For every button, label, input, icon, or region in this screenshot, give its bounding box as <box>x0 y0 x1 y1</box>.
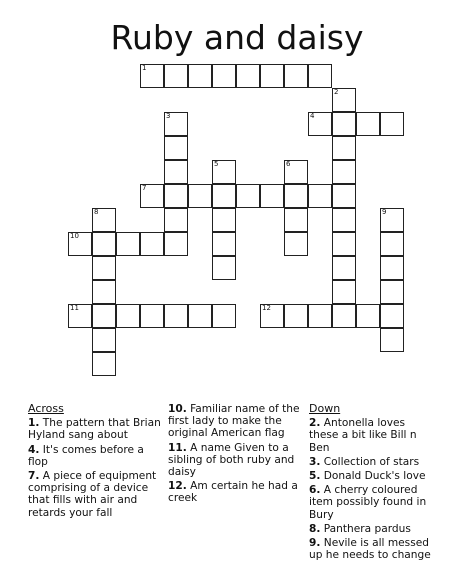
clue-item <box>309 470 437 482</box>
grid-cell[interactable] <box>284 232 308 256</box>
clue-item <box>309 523 437 535</box>
clue-text: Collection of stars <box>320 455 420 468</box>
clue-text: A piece of equipment comprising of a device that fills with air and retards your fall <box>28 470 157 519</box>
grid-cell[interactable] <box>188 304 212 328</box>
clue-text: Antonella loves these a bit like Bill n Ben <box>309 417 417 454</box>
grid-cell[interactable] <box>164 232 188 256</box>
grid-cell[interactable] <box>260 304 284 328</box>
cell-number: 2 <box>334 88 339 96</box>
grid-cell[interactable] <box>92 208 116 232</box>
cell-number: 12 <box>262 304 271 312</box>
clue-number: 2. <box>309 417 321 430</box>
clue-number: 11. <box>168 441 187 454</box>
grid-cell[interactable] <box>164 208 188 232</box>
grid-cell[interactable] <box>68 304 92 328</box>
grid-cell[interactable] <box>164 64 188 88</box>
grid-cell[interactable] <box>212 232 236 256</box>
grid-cell[interactable] <box>332 208 356 232</box>
clue-number: 9. <box>309 537 321 550</box>
grid-cell[interactable] <box>260 184 284 208</box>
grid-cell[interactable] <box>284 304 308 328</box>
grid-cell[interactable] <box>308 64 332 88</box>
grid-cell[interactable] <box>212 160 236 184</box>
grid-cell[interactable] <box>332 184 356 208</box>
cell-number: 4 <box>310 112 315 120</box>
grid-cell[interactable] <box>380 208 404 232</box>
clue-text: Familiar name of the first lady to make the original American flag <box>168 403 300 440</box>
clue-number: 3. <box>309 455 321 468</box>
grid-cell[interactable] <box>212 256 236 280</box>
grid-cell[interactable] <box>188 184 212 208</box>
down-column <box>309 403 437 563</box>
clue-item <box>309 417 437 454</box>
grid-cell[interactable] <box>380 112 404 136</box>
clue-number: 6. <box>309 484 321 497</box>
cell-number: 3 <box>166 112 171 120</box>
grid-cell[interactable] <box>140 184 164 208</box>
grid-cell[interactable] <box>140 232 164 256</box>
grid-cell[interactable] <box>68 232 92 256</box>
grid-cell[interactable] <box>332 88 356 112</box>
clue-text: A name Given to a sibling of both ruby and daisy <box>168 441 295 479</box>
grid-cell[interactable] <box>380 304 404 328</box>
grid-cell[interactable] <box>332 304 356 328</box>
grid-cell[interactable] <box>356 304 380 328</box>
grid-cell[interactable] <box>92 352 116 376</box>
grid-cell[interactable] <box>332 112 356 136</box>
grid-cell[interactable] <box>92 232 116 256</box>
clue-item <box>309 537 437 561</box>
across-column-2 <box>168 403 302 507</box>
clue-text: Nevile is all messed up he needs to change <box>309 537 431 562</box>
puzzle-title: Ruby and daisy <box>110 18 364 57</box>
grid-cell[interactable] <box>164 136 188 160</box>
clue-text: Panthera pardus <box>320 522 411 535</box>
grid-cell[interactable] <box>164 112 188 136</box>
cell-number: 11 <box>70 304 79 312</box>
clue-item <box>309 484 437 521</box>
grid-cell[interactable] <box>284 208 308 232</box>
grid-cell[interactable] <box>356 112 380 136</box>
clue-text: The pattern that Brian Hyland sang about <box>28 417 161 442</box>
clue-number: 7. <box>28 470 40 483</box>
grid-cell[interactable] <box>212 64 236 88</box>
grid-cell[interactable] <box>92 256 116 280</box>
cell-number: 9 <box>382 208 387 216</box>
grid-cell[interactable] <box>92 280 116 304</box>
clue-text: Donald Duck's love <box>320 470 426 483</box>
cell-number: 10 <box>70 232 79 240</box>
grid-cell[interactable] <box>380 232 404 256</box>
grid-cell[interactable] <box>260 64 284 88</box>
grid-cell[interactable] <box>284 184 308 208</box>
grid-cell[interactable] <box>212 304 236 328</box>
clue-text: Am certain he had a creek <box>168 480 298 505</box>
clue-text: It's comes before a flop <box>28 443 144 468</box>
grid-cell[interactable] <box>380 328 404 352</box>
grid-cell[interactable] <box>332 256 356 280</box>
clue-number: 1. <box>28 417 40 430</box>
grid-cell[interactable] <box>284 64 308 88</box>
grid-cell[interactable] <box>212 184 236 208</box>
grid-cell[interactable] <box>332 280 356 304</box>
clue-text: A cherry coloured item possibly found in Bury <box>309 484 427 521</box>
clue-item <box>28 417 164 441</box>
grid-cell[interactable] <box>332 232 356 256</box>
grid-cell[interactable] <box>236 64 260 88</box>
grid-cell[interactable] <box>308 304 332 328</box>
grid-cell[interactable] <box>92 328 116 352</box>
across-heading: Across <box>28 402 64 415</box>
clue-item <box>168 442 302 479</box>
cell-number: 6 <box>286 160 291 168</box>
clue-item <box>168 480 302 504</box>
grid-cell[interactable] <box>116 232 140 256</box>
clue-number: 10. <box>168 403 187 415</box>
grid-cell[interactable] <box>164 160 188 184</box>
clue-number: 5. <box>309 470 321 483</box>
across-column-1 <box>28 403 164 521</box>
grid-cell[interactable] <box>284 160 308 184</box>
grid-cell[interactable] <box>92 304 116 328</box>
grid-cell[interactable] <box>236 184 260 208</box>
clue-item <box>309 456 437 468</box>
grid-cell[interactable] <box>380 280 404 304</box>
grid-cell[interactable] <box>332 136 356 160</box>
grid-cell[interactable] <box>164 184 188 208</box>
grid-cell[interactable] <box>116 304 140 328</box>
grid-cell[interactable] <box>164 304 188 328</box>
grid-cell[interactable] <box>188 64 212 88</box>
grid-cell[interactable] <box>308 112 332 136</box>
cell-number: 8 <box>94 208 99 216</box>
grid-cell[interactable] <box>308 184 332 208</box>
clue-number: 4. <box>28 443 40 456</box>
cell-number: 5 <box>214 160 219 168</box>
cell-number: 1 <box>142 64 147 72</box>
clue-number: 8. <box>309 522 321 535</box>
clue-number: 12. <box>168 480 187 493</box>
grid-cell[interactable] <box>212 208 236 232</box>
grid-cell[interactable] <box>380 256 404 280</box>
down-heading: Down <box>309 402 341 415</box>
clue-item <box>28 444 164 468</box>
grid-cell[interactable] <box>140 304 164 328</box>
clue-item <box>168 403 302 440</box>
cell-number: 7 <box>142 184 147 192</box>
grid-cell[interactable] <box>332 160 356 184</box>
clue-item <box>28 470 164 519</box>
grid-cell[interactable] <box>140 64 164 88</box>
